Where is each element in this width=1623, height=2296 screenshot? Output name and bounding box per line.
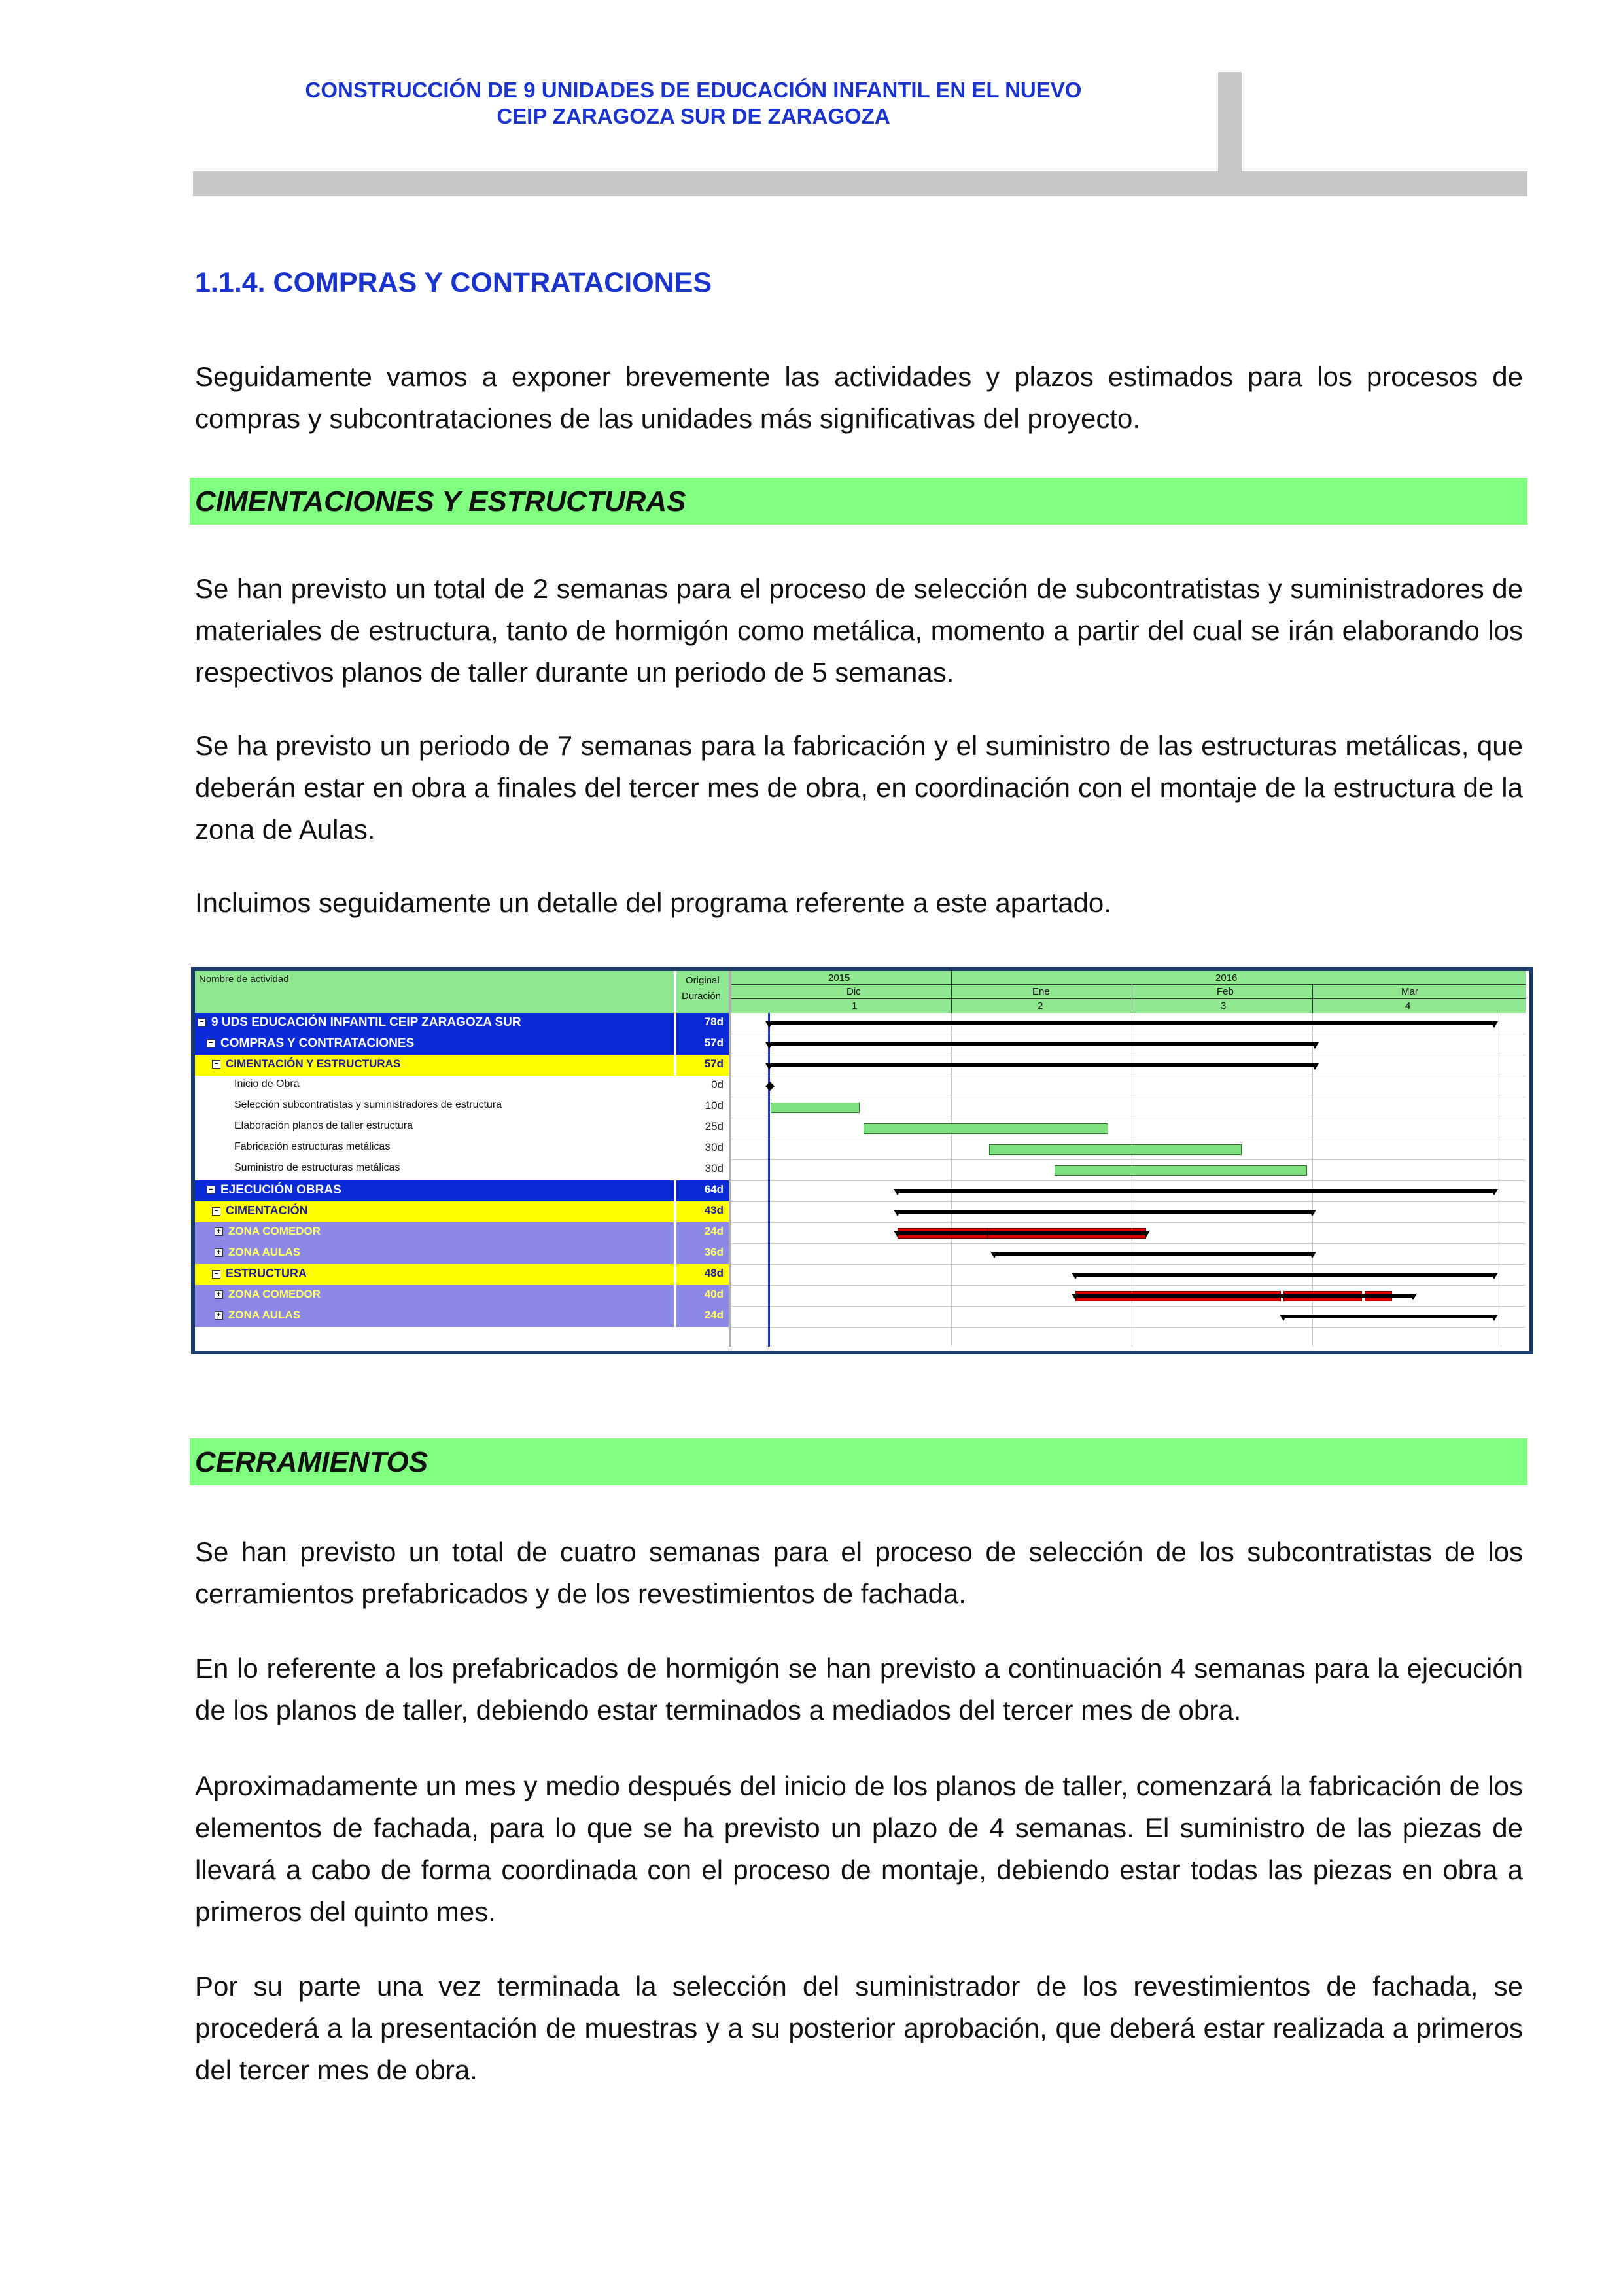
gantt-gridline [731,1201,1526,1202]
gantt-column-separator [729,971,731,1347]
summary-bar [898,1231,1146,1235]
cimentaciones-paragraph-2: Se ha previsto un periodo de 7 semanas para la fabricación y el suministro de las estructuras metálicas, que deberán estar en obra a finales del tercer mes de obra, en coordinación con el montaje de la estructura de la zona de Aulas. [195,730,1523,845]
gantt-col-dur-2: Duración [682,991,722,1002]
gantt-row [195,1034,729,1055]
gantt-row-duration: 24d [704,1225,724,1237]
gantt-row-duration: 24d [704,1309,724,1321]
gantt-row [195,1118,729,1139]
gantt-row [195,1097,729,1118]
gantt-row-duration: 40d [704,1288,724,1300]
summary-bar [898,1189,1494,1193]
gantt-gridline [731,1285,1526,1286]
gantt-gridline [731,1243,1526,1244]
gantt-row-label: ESTRUCTURA [226,1267,307,1280]
month-label: Feb [1217,986,1234,997]
summary-bar [769,1063,1315,1067]
header-horizontal-bar [193,171,1527,196]
section-title: 1.1.4. COMPRAS Y CONTRATACIONES [195,267,712,298]
summary-bar [1075,1273,1494,1277]
gantt-row-name [215,1288,321,1301]
month-label: Ene [1032,986,1050,997]
gantt-gridline [731,1159,1526,1160]
gantt-row-label: Inicio de Obra [234,1078,300,1089]
gantt-col-dur-1: Original [686,975,720,986]
gantt-row-label: ZONA AULAS [228,1246,301,1258]
cimentaciones-paragraph-3: Incluimos seguidamente un detalle del programa referente a este apartado. [195,887,1111,918]
gantt-row-duration: 30d [705,1141,724,1154]
gantt-gridline [731,1222,1526,1223]
header-line-2: CEIP ZARAGOZA SUR DE ZARAGOZA [497,104,890,128]
intro-paragraph: Seguidamente vamos a exponer brevemente las actividades y plazos estimados para los procesos de compras y subcontrataciones de las unidades más significativas del proyecto. [195,361,1523,434]
gantt-row-name [215,1309,300,1322]
gantt-row-label: CIMENTACIÓN [226,1204,308,1217]
gantt-row-duration: 64d [704,1183,724,1195]
collapse-icon[interactable]: − [207,1186,215,1194]
gantt-row-label: ZONA COMEDOR [228,1225,321,1237]
month-number: 2 [1038,1000,1043,1012]
gantt-row-label: ZONA AULAS [228,1309,301,1321]
summary-bar [769,1042,1315,1046]
gantt-chart [191,967,1533,1354]
gantt-row [195,1159,729,1180]
gantt-row-name [207,1183,341,1197]
gantt-row-name [207,1036,414,1051]
expand-icon[interactable]: + [215,1227,223,1236]
gantt-row-duration: 30d [705,1162,724,1174]
timescale-month-divider [951,984,952,1013]
gantt-row-duration: 10d [705,1099,724,1112]
task-bar [989,1144,1242,1155]
month-number: 3 [1221,1000,1227,1012]
gantt-row-label: Fabricación estructuras metálicas [234,1141,391,1152]
milestone-diamond [765,1082,775,1091]
gantt-row-duration: 36d [704,1246,724,1258]
summary-bar [898,1210,1312,1214]
gantt-row-name [215,1225,321,1238]
gantt-row-duration: 48d [704,1267,724,1279]
gantt-row-label: ZONA COMEDOR [228,1288,321,1300]
cerramientos-paragraph-1: Se han previsto un total de cuatro semanas para el proceso de selección de los subcontratistas de los cerramientos prefabricados y de los revestimientos de fachada. [195,1536,1523,1609]
cerramientos-heading-band [190,1438,1527,1485]
timescale-divider [731,998,1526,999]
gantt-header-duration [676,971,729,1013]
cerramientos-paragraph-2: En lo referente a los prefabricados de hormigón se han previsto a continuación 4 semanas para la ejecución de los planos de taller, debiendo estar terminados a mediados del tercer mes de obra. [195,1653,1523,1725]
gantt-row-name [212,1267,307,1280]
gantt-row-duration: 25d [705,1120,724,1133]
cimentaciones-paragraph-1: Se han previsto un total de 2 semanas para el proceso de selección de subcontratistas y suministradores de materiales de estructura, tanto de hormigón como metálica, momento a partir del cual se irán elaborando los respectivos planos de taller durante un periodo de 5 semanas. [195,573,1523,688]
header-line-1: CONSTRUCCIÓN DE 9 UNIDADES DE EDUCACIÓN INFANTIL EN EL NUEVO [305,78,1082,102]
gantt-column-separator [674,971,676,1347]
collapse-icon[interactable]: − [212,1060,220,1069]
collapse-icon[interactable]: − [198,1018,206,1027]
gantt-col-name: Nombre de actividad [199,974,289,985]
expand-icon[interactable]: + [215,1290,223,1299]
gantt-row [195,1243,729,1264]
cimentaciones-heading: CIMENTACIONES Y ESTRUCTURAS [195,486,686,518]
month-number: 1 [852,1000,858,1012]
collapse-icon[interactable]: − [207,1039,215,1048]
gantt-row-label: CIMENTACIÓN Y ESTRUCTURAS [226,1057,401,1070]
gantt-header-name [195,971,674,1013]
timescale-divider [731,984,1526,985]
gantt-row-label: 9 UDS EDUCACIÓN INFANTIL CEIP ZARAGOZA SUR [211,1016,521,1029]
gantt-row-label: COMPRAS Y CONTRATACIONES [220,1036,415,1050]
gantt-row-duration: 0d [711,1078,724,1091]
gantt-row-name [212,1057,400,1070]
month-number: 4 [1405,1000,1411,1012]
year-2015-label: 2015 [828,972,850,983]
expand-icon[interactable]: + [215,1311,223,1320]
cerramientos-paragraph-3: Aproximadamente un mes y medio después del inicio de los planos de taller, comenzará la fabricación de los elementos de fachada, para lo que se ha previsto un plazo de 4 semanas. El suministro de las piezas de llevará a cabo de forma coordinada con el proceso de montaje, debiendo estar todas las piezas en obra a primeros del quinto mes. [195,1771,1523,1927]
gantt-row-label: Elaboración planos de taller estructura [234,1120,413,1131]
gantt-row [195,1306,729,1327]
summary-bar [769,1021,1494,1025]
task-bar [771,1103,860,1113]
gantt-gridline [731,1306,1526,1307]
year-2016-label: 2016 [1215,972,1238,983]
timescale-month-divider [1312,984,1313,1013]
gantt-row [195,1222,729,1243]
gantt-row-duration: 78d [704,1016,724,1028]
gantt-row-name [215,1246,300,1259]
summary-bar [1075,1294,1413,1298]
collapse-icon[interactable]: − [212,1207,220,1216]
gantt-row [195,1180,729,1201]
gantt-row-label: EJECUCIÓN OBRAS [220,1183,341,1197]
document-header [196,77,1191,130]
task-bar [864,1123,1108,1134]
summary-bar [1283,1315,1494,1318]
expand-icon[interactable]: + [215,1248,223,1257]
cimentaciones-heading-band [190,478,1527,525]
gantt-gridline [731,1264,1526,1265]
cerramientos-paragraph-4: Por su parte una vez terminada la selección del suministrador de los revestimientos de fachada, se procederá a la presentación de muestras y a su posterior aprobación, que deberá estar realizada a primeros del tercer mes de obra. [195,1971,1523,2085]
gantt-row-label: Selección subcontratistas y suministradores de estructura [234,1099,502,1110]
gantt-row-label: Suministro de estructuras metálicas [234,1162,400,1173]
gantt-gridline [731,1180,1526,1181]
gantt-row-name [198,1016,521,1030]
summary-bar [994,1252,1312,1256]
cerramientos-heading: CERRAMIENTOS [195,1446,428,1478]
gantt-row-name [212,1204,308,1218]
gantt-row [195,1055,729,1076]
gantt-row-duration: 57d [704,1036,724,1049]
gantt-row [195,1285,729,1306]
month-label: Mar [1401,986,1418,997]
task-bar [1055,1165,1307,1176]
gantt-row [195,1201,729,1222]
gantt-row [195,1264,729,1285]
gantt-row-duration: 43d [704,1204,724,1216]
gantt-row-duration: 57d [704,1057,724,1070]
gantt-gridline [731,1327,1526,1328]
gantt-row [195,1013,729,1034]
header-vertical-bar [1218,72,1242,177]
collapse-icon[interactable]: − [212,1270,220,1279]
gantt-header-timescale [731,971,1526,1013]
gantt-row [195,1076,729,1097]
gantt-row [195,1139,729,1159]
month-label: Dic [846,986,861,997]
